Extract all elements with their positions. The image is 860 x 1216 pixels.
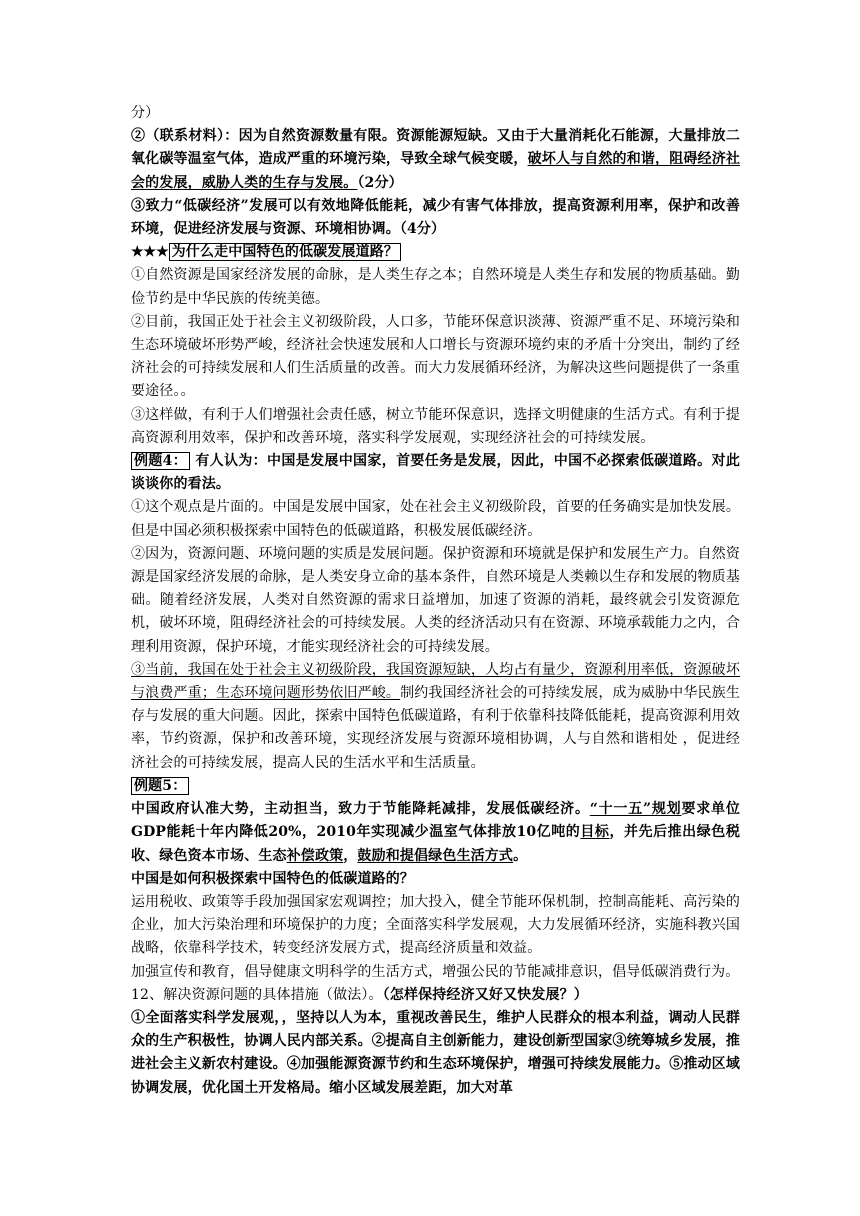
material-underline-lifestyle: 鼓励和提倡绿色生活方式 [357, 847, 514, 864]
answer-2-text: ②（联系材料）：因为自然资源数量有限。资源能源短缺。又由于大量消耗化石能源，大量排放二氧化碳等温室气体，造成严重的环境污染，导致全球气候变暖， [131, 128, 740, 168]
answer-point-2 [131, 125, 740, 195]
section-12-title: 12、解决资源问题的具体措施（做法）。 [131, 986, 383, 1003]
example-4 [131, 450, 740, 496]
example-5-answer-2-text: 加强宣传和教育，倡导健康文明科学的生活方式，增强公民的节能减排意识，倡导低碳消费行为。 [131, 963, 740, 980]
answer-2-score: （2分） [357, 174, 403, 191]
reason-3 [131, 404, 740, 450]
example-5-material [131, 798, 740, 868]
reason-1-text: ①自然资源是国家经济发展的命脉，是人类生存之本；自然环境是人类生存和发展的物质基础。勤俭节约是中华民族的传统美德。 [131, 267, 740, 307]
example-4-answer-3-underlined: ③当前，我国在处于社会主义初级阶段，我国资源短缺，人均占有量少，资源利用率低，资源破坏与浪费严重；生态环境问题形势依旧严峻。 [131, 661, 740, 702]
star-icon: ★★★ [131, 244, 169, 261]
material-underline-target: 目标 [580, 824, 610, 841]
material-part-1: 中国政府认准大势，主动担当，致力于节能降耗减排，发展低碳经济。 [131, 801, 590, 818]
material-part-2: 要求单位GDP能耗十年内降低20%，2010年实现减少温室气体排放10亿吨的 [131, 801, 740, 841]
answer-point-3 [131, 195, 740, 241]
text-continued: 分） [131, 105, 160, 121]
material-part-5: 。 [513, 847, 528, 864]
example-4-answer-2-text: ②因为，资源问题、环境问题的实质是发展问题。保护资源和环境就是保护和发展生产力。自然资源是国家经济发展的命脉，是人类安身立命的基本条件，自然环境是人类赖以生存和发展的物质基础。随着经济发展，人类对自然资源的需求日益增加，加速了资源的消耗，最终就会引发资源危机，破坏环境，阻碍经济社会的可持续发展。人类的经济活动只有在资源、环境承载能力之内，合理利用资源，保护环境，才能实现经济社会的可持续发展。 [131, 545, 740, 655]
material-underline-policy: 补偿政策 [286, 847, 344, 864]
example-4-label: 例题4： [131, 452, 190, 470]
example-4-answer-1-text: ①这个观点是片面的。中国是发展中国家，处在社会主义初级阶段，首要的任务确实是加快发展。但是中国必须积极探索中国特色的低碳道路，积极发展低碳经济。 [131, 499, 740, 539]
boxed-question: 为什么走中国特色的低碳发展道路？ [169, 243, 401, 261]
reason-2-text: ②目前，我国正处于社会主义初级阶段，人口多，节能环保意识淡薄、资源严重不足、环境污染和生态环境破坏形势严峻，经济社会快速发展和人口增长与资源环境约束的矛盾十分突出，制约了经济社会的可持续发展和人们生活质量的改善。而大力发展循环经济，为解决这些问题提供了一条重要途径。。 [131, 313, 740, 400]
section-12-measures-text: ①全面落实科学发展观，，坚持以人为本，重视改善民生，维护人民群众的根本利益，调动人民群众的生产积极性，协调人民内部关系。②提高自主创新能力，建设创新型国家③统筹城乡发展，推进社会主义新农村建设。④加强能源资源节约和生态环境保护，增强可持续发展能力。⑤推动区域协调发展，优化国土开发格局。缩小区域发展差距，加大对革 [131, 1009, 740, 1096]
answer-2-underlined: 破坏人与自然的和谐，阻碍经济社会的发展，威胁人类的生存与发展。 [131, 151, 741, 191]
example-5-heading [131, 775, 740, 798]
reason-3-text: ③这样做，有利于人们增强社会责任感，树立节能环保意识，选择文明健康的生活方式。有利于提高资源利用效率，保护和改善环境，落实科学发展观，实现经济社会的可持续发展。 [131, 406, 740, 446]
example-5-label: 例题5： [131, 777, 189, 795]
example-4-answer-3 [131, 659, 740, 775]
material-part-4: ， [343, 847, 358, 864]
material-part-3: ，并先后推出绿色税收、绿色资本市场、生态 [131, 824, 740, 864]
example-4-question: 有人认为：中国是发展中国家，首要任务是发展，因此，中国不必探索低碳道路。对此谈谈你的看法。 [131, 453, 741, 493]
section-12-subtitle: （怎样保持经济又好又快发展？） [382, 986, 588, 1003]
example-5-answer-1-text: 运用税收、政策等手段加强国家宏观调控；加大投入，健全节能环保机制，控制高能耗、高污染的企业，加大污染治理和环境保护的力度；全面落实科学发展观，大力发展循环经济，实施科教兴国战略，依靠科学技术，转变经济发展方式，提高经济质量和效益。 [131, 893, 740, 957]
example-4-answer-1 [131, 496, 740, 542]
example-4-answer-2 [131, 543, 740, 659]
example-5-question-text: 中国是如何积极探索中国特色的低碳道路的？ [131, 870, 414, 887]
reason-1 [131, 264, 740, 310]
answer-3-text: ③致力“低碳经济”发展可以有效地降低能耗，减少有害气体排放，提高资源利用率，保护和改善环境，促进经济发展与资源、环境相协调。（4分） [131, 197, 740, 238]
example-5-question [131, 868, 740, 891]
material-underline-plan: “十一五”规划 [589, 801, 682, 818]
example-4-answer-3-text: 制约我国经济社会的可持续发展，成为威胁中华民族生存与发展的重大问题。因此，探索中国特色低碳道路，有利于依靠科技降低能耗，提高资源利用效率，节约资源，保护和改善环境，实现经济发展与资源环境相协调，人与自然和谐相处 ，促进经济社会的可持续发展，提高人民的生活水平和生活质量。 [131, 685, 740, 771]
question-heading [131, 241, 740, 264]
reason-2 [131, 311, 740, 404]
example-5-answer-2 [131, 961, 740, 984]
example-5-answer-1 [131, 891, 740, 961]
continued-line [131, 102, 740, 125]
section-12-heading [131, 984, 740, 1007]
section-12-measures [131, 1007, 740, 1100]
